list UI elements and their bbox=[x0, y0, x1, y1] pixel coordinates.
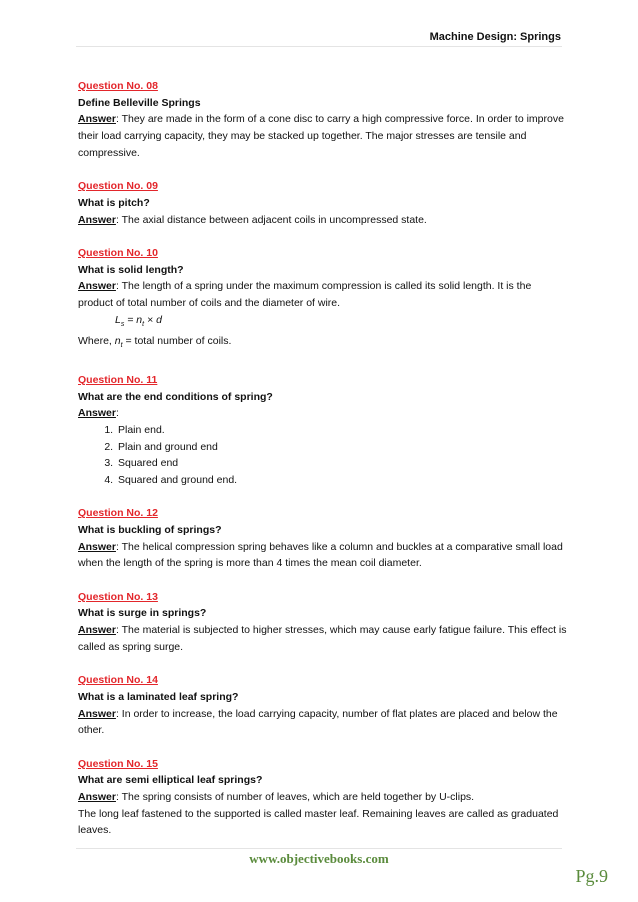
question-title: What are the end conditions of spring? bbox=[78, 390, 273, 403]
footer-divider bbox=[76, 848, 562, 849]
question-number: Question No. 10 bbox=[78, 246, 158, 259]
answer-text: : The helical compression spring behaves like a column and buckles at a comparative small load when the length of the spring is more than 4 times the mean coil diameter. bbox=[78, 540, 563, 570]
list-item: 2. Plain and ground end bbox=[116, 439, 568, 456]
answer-text: : The axial distance between adjacent coils in uncompressed state. bbox=[115, 213, 427, 226]
answer-text: : bbox=[115, 407, 119, 420]
question-08 bbox=[78, 78, 568, 162]
question-number: Question No. 09 bbox=[78, 180, 158, 193]
question-14 bbox=[78, 672, 568, 739]
answer-text: : In order to increase, the load carrying capacity, number of flat plates are placed and below the other. bbox=[78, 707, 558, 737]
question-10 bbox=[78, 245, 568, 355]
page-header-title: Machine Design: Springs bbox=[429, 31, 561, 43]
question-title: What is solid length? bbox=[78, 263, 184, 276]
question-number: Question No. 12 bbox=[78, 507, 158, 520]
list-item: 3. Squared end bbox=[116, 455, 568, 472]
answer-paragraph bbox=[78, 212, 568, 229]
answer-text: : The material is subjected to higher stresses, which may cause early fatigue failure. This effect is called as spring surge. bbox=[78, 624, 567, 653]
question-number: Question No. 08 bbox=[78, 80, 158, 92]
document-body bbox=[78, 78, 568, 856]
answer-text: : They are made in the form of a cone disc to carry a high compressive force. In order to improve their load carrying capacity, they may be stacked up together. The major stresses are tensile and compressive. bbox=[78, 113, 564, 159]
question-title: What are semi elliptical leaf springs? bbox=[78, 774, 263, 787]
list-item: 4. Squared and ground end. bbox=[116, 472, 568, 489]
answer-label: Answer bbox=[78, 540, 116, 553]
answer-label: Answer bbox=[78, 113, 116, 126]
answer-label: Answer bbox=[78, 213, 116, 226]
page-number: Pg.9 bbox=[575, 866, 608, 886]
answer-paragraph bbox=[78, 278, 568, 311]
answer-label: Answer bbox=[78, 280, 116, 293]
answer-extra-paragraph: The long leaf fastened to the supported is called master leaf. Remaining leaves are called as graduated leaves. bbox=[78, 807, 559, 837]
question-title: What is surge in springs? bbox=[78, 607, 207, 620]
answer-label: Answer bbox=[78, 707, 116, 720]
question-title: What is buckling of springs? bbox=[78, 524, 222, 537]
answer-paragraph bbox=[78, 111, 568, 161]
answer-paragraph bbox=[78, 706, 568, 739]
question-11 bbox=[78, 372, 568, 489]
question-title: What is a laminated leaf spring? bbox=[78, 690, 239, 703]
header-divider bbox=[76, 46, 562, 47]
list-item: 1. Plain end. bbox=[116, 422, 568, 439]
question-title: Define Belleville Springs bbox=[78, 96, 201, 109]
solid-length-formula: $L_s = n_t \times d$ bbox=[115, 313, 162, 328]
question-15 bbox=[78, 756, 568, 840]
question-12 bbox=[78, 505, 568, 572]
footer-website: www.objectivebooks.com bbox=[249, 851, 389, 866]
question-title: What is pitch? bbox=[78, 196, 150, 209]
answer-text: : The spring consists of number of leaves, which are held together by U-clips. bbox=[115, 790, 475, 803]
answer-label: Answer bbox=[78, 407, 116, 420]
answer-label: Answer bbox=[78, 624, 116, 637]
question-number: Question No. 13 bbox=[78, 590, 158, 603]
question-09 bbox=[78, 178, 568, 228]
answer-label: Answer bbox=[78, 790, 116, 803]
answer-paragraph bbox=[78, 789, 568, 806]
answer-paragraph bbox=[78, 539, 568, 572]
question-13 bbox=[78, 589, 568, 656]
answer-text: : The length of a spring under the maximum compression is called its solid length. It is the product of total number of coils and the diameter of wire. bbox=[78, 280, 532, 309]
formula-where-clause: Where, $n_t$ = total number of coils. bbox=[78, 335, 232, 350]
question-number: Question No. 15 bbox=[78, 757, 158, 770]
question-number: Question No. 14 bbox=[78, 674, 158, 687]
answer-paragraph bbox=[78, 622, 568, 655]
answer-paragraph bbox=[78, 405, 568, 422]
question-number: Question No. 11 bbox=[78, 373, 158, 386]
end-conditions-list bbox=[78, 422, 568, 489]
